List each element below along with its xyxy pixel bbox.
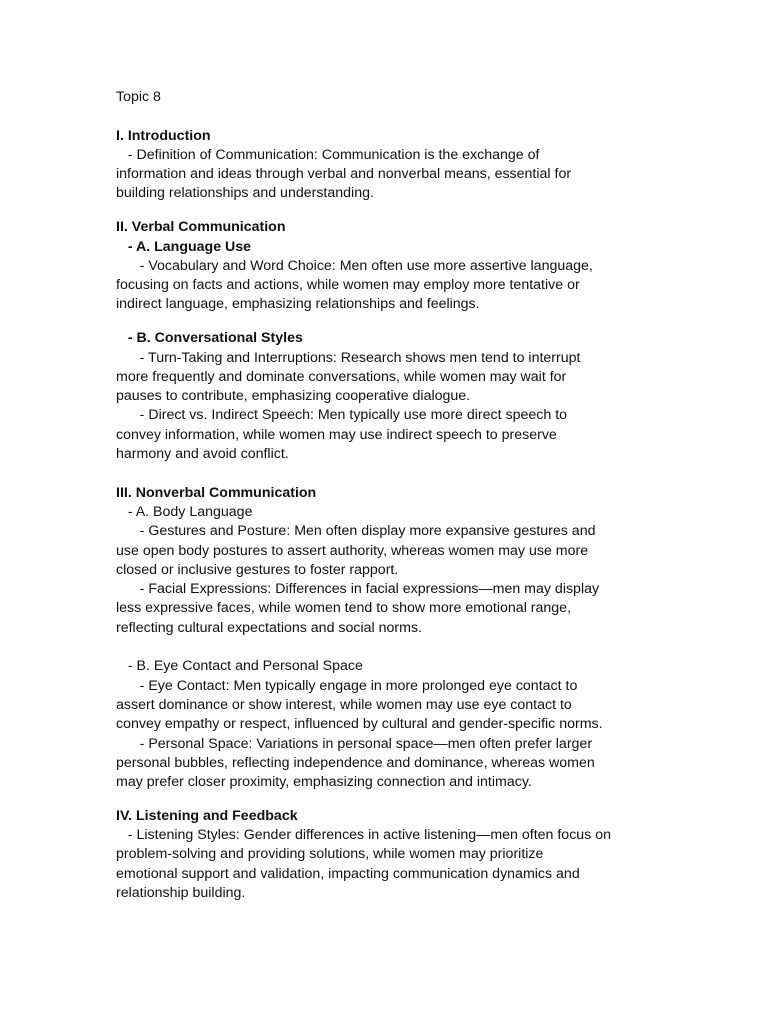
paragraph-line: - Turn-Taking and Interruptions: Research shows men tend to interrupt bbox=[116, 349, 581, 366]
paragraph-line: - Vocabulary and Word Choice: Men often use more assertive language, bbox=[116, 257, 593, 274]
subheading-eye-contact-personal-space: - B. Eye Contact and Personal Space bbox=[116, 658, 363, 675]
paragraph-line: - Definition of Communication: Communication is the exchange of bbox=[116, 146, 540, 163]
paragraph-line: building relationships and understanding. bbox=[116, 185, 374, 202]
paragraph-line: information and ideas through verbal and nonverbal means, essential for bbox=[116, 166, 572, 183]
paragraph-line: convey information, while women may use indirect speech to preserve bbox=[116, 426, 557, 443]
section-heading-introduction: I. Introduction bbox=[116, 127, 211, 144]
paragraph-line: less expressive faces, while women tend to show more emotional range, bbox=[116, 600, 572, 617]
paragraph-line: reflecting cultural expectations and social norms. bbox=[116, 619, 422, 636]
subheading-body-language: - A. Body Language bbox=[116, 503, 253, 520]
subheading-language-use: - A. Language Use bbox=[116, 238, 252, 255]
paragraph-line: personal bubbles, reflecting independence and dominance, whereas women bbox=[116, 754, 595, 771]
paragraph-line: - Eye Contact: Men typically engage in more prolonged eye contact to bbox=[116, 677, 578, 694]
paragraph-line: emotional support and validation, impacting communication dynamics and bbox=[116, 865, 580, 882]
paragraph-line: - Gestures and Posture: Men often display more expansive gestures and bbox=[116, 523, 596, 540]
subheading-conversational-styles: - B. Conversational Styles bbox=[116, 330, 303, 347]
section-heading-nonverbal-communication: III. Nonverbal Communication bbox=[116, 484, 317, 501]
paragraph-line: - Personal Space: Variations in personal space—men often prefer larger bbox=[116, 735, 593, 752]
paragraph-line: closed or inclusive gestures to foster rapport. bbox=[116, 561, 399, 578]
topic-label: Topic 8 bbox=[116, 89, 161, 105]
paragraph-line: focusing on facts and actions, while women may employ more tentative or bbox=[116, 277, 580, 294]
paragraph-line: problem-solving and providing solutions, while women may prioritize bbox=[116, 846, 544, 863]
paragraph-line: pauses to contribute, emphasizing cooperative dialogue. bbox=[116, 388, 471, 405]
paragraph-line: harmony and avoid conflict. bbox=[116, 446, 289, 463]
paragraph-line: convey empathy or respect, influenced by cultural and gender-specific norms. bbox=[116, 716, 603, 733]
paragraph-line: assert dominance or show interest, while women may use eye contact to bbox=[116, 696, 572, 713]
section-heading-listening-feedback: IV. Listening and Feedback bbox=[116, 807, 298, 824]
section-heading-verbal-communication: II. Verbal Communication bbox=[116, 219, 286, 236]
paragraph-line: - Direct vs. Indirect Speech: Men typically use more direct speech to bbox=[116, 407, 568, 424]
paragraph-line: - Listening Styles: Gender differences in active listening—men often focus on bbox=[116, 827, 611, 844]
document-page bbox=[116, 88, 656, 903]
paragraph-line: may prefer closer proximity, emphasizing connection and intimacy. bbox=[116, 774, 532, 791]
paragraph-line: more frequently and dominate conversations, while women may wait for bbox=[116, 368, 567, 385]
paragraph-line: relationship building. bbox=[116, 885, 246, 902]
paragraph-line: - Facial Expressions: Differences in facial expressions—men may display bbox=[116, 581, 600, 598]
paragraph-line: use open body postures to assert authority, whereas women may use more bbox=[116, 542, 589, 559]
paragraph-line: indirect language, emphasizing relationships and feelings. bbox=[116, 296, 480, 313]
